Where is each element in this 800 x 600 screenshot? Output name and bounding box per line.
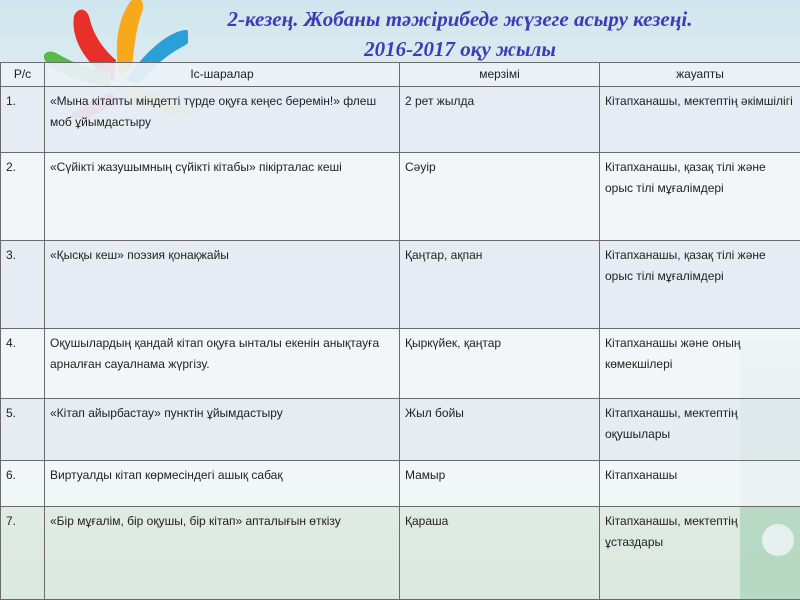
- row-number: 7.: [1, 507, 45, 600]
- row-responsible: Кітапханашы: [600, 461, 800, 507]
- row-date: Қараша: [400, 507, 600, 600]
- row-date: Қыркүйек, қаңтар: [400, 329, 600, 399]
- table-row: [1, 87, 800, 153]
- row-date: Жыл бойы: [400, 399, 600, 461]
- header-number: Р/с: [1, 63, 45, 87]
- activity-table: [0, 62, 800, 600]
- row-date: Сәуір: [400, 153, 600, 241]
- row-date: Қаңтар, ақпан: [400, 241, 600, 329]
- row-responsible: Кітапханашы, мектептің оқушылары: [600, 399, 800, 461]
- header-responsible: жауапты: [600, 63, 800, 87]
- row-event: Оқушылардың қандай кітап оқуға ынталы екенін анықтауға арналған сауалнама жүргізу.: [45, 329, 400, 399]
- row-event: «Бір мұғалім, бір оқушы, бір кітап» апталығын өткізу: [45, 507, 400, 600]
- title-line-1: 2-кезең. Жобаны тәжірибеде жүзеге асыру кезеңі.: [227, 7, 693, 31]
- row-event: Виртуалды кітап көрмесіндегі ашық сабақ: [45, 461, 400, 507]
- title-line-2: 2016-2017 оқу жылы: [364, 37, 556, 61]
- row-date: Мамыр: [400, 461, 600, 507]
- table-row: [1, 507, 800, 600]
- row-number: 4.: [1, 329, 45, 399]
- row-event: «Мына кітапты міндетті түрде оқуға кеңес беремін!» флеш моб ұйымдастыру: [45, 87, 400, 153]
- table-row: [1, 461, 800, 507]
- row-event: «Сүйікті жазушымның сүйікті кітабы» пікірталас кеші: [45, 153, 400, 241]
- page-title: [150, 4, 770, 64]
- table-row: [1, 153, 800, 241]
- row-responsible: Кітапханашы және оның көмекшілері: [600, 329, 800, 399]
- table-row: [1, 241, 800, 329]
- row-number: 6.: [1, 461, 45, 507]
- row-event: «Қысқы кеш» поэзия қонақжайы: [45, 241, 400, 329]
- row-number: 2.: [1, 153, 45, 241]
- row-number: 1.: [1, 87, 45, 153]
- header-events: Іс-шаралар: [45, 63, 400, 87]
- row-responsible: Кітапханашы, қазақ тілі және орыс тілі мұғалімдері: [600, 241, 800, 329]
- row-event: «Кітап айырбастау» пунктін ұйымдастыру: [45, 399, 400, 461]
- row-number: 3.: [1, 241, 45, 329]
- row-responsible: Кітапханашы, мектептің әкімшілігі: [600, 87, 800, 153]
- table-row: [1, 329, 800, 399]
- row-number: 5.: [1, 399, 45, 461]
- table-row: [1, 399, 800, 461]
- header-date: мерзімі: [400, 63, 600, 87]
- row-responsible: Кітапханашы, қазақ тілі және орыс тілі мұғалімдері: [600, 153, 800, 241]
- table-header-row: [1, 63, 800, 87]
- row-responsible: Кітапханашы, мектептің ұстаздары: [600, 507, 800, 600]
- row-date: 2 рет жылда: [400, 87, 600, 153]
